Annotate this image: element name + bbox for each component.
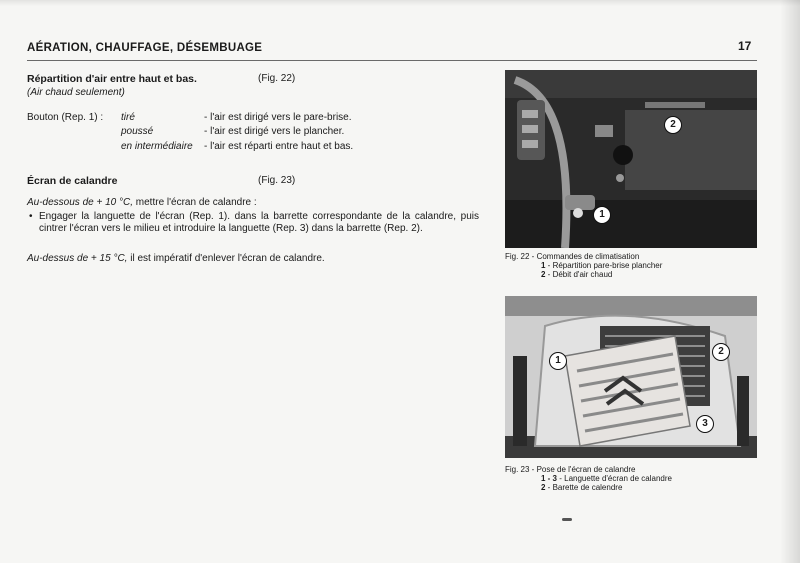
section1-fig-ref: (Fig. 22)	[258, 73, 296, 84]
section2-heading: Écran de calandre	[27, 175, 118, 187]
fig22-item-1-text: - Répartition pare-brise plancher	[545, 261, 663, 270]
button-label: Bouton (Rep. 1) :	[27, 112, 104, 123]
state-middle: en intermédiaire	[121, 141, 193, 152]
fig23-caption-item-2	[541, 483, 622, 493]
section1-heading: Répartition d'air entre haut et bas.	[27, 73, 197, 85]
above-15-prefix: Au-dessus de + 15 °C,	[27, 253, 128, 264]
fig22-marker-2: 2	[664, 116, 682, 134]
fig22-item-2-num: 2	[541, 270, 546, 279]
state-pushed: poussé	[121, 126, 154, 137]
state-pushed-desc: - l'air est dirigé vers le plancher.	[204, 126, 345, 137]
above-15-line	[27, 253, 325, 265]
below-10-rest: mettre l'écran de calandre :	[133, 197, 257, 208]
fig23-item-2-num: 2	[541, 483, 546, 492]
fig23-photo	[505, 296, 757, 458]
below-10-line	[27, 197, 257, 209]
fig23-item-2-text: - Barette de calendre	[545, 483, 623, 492]
fig23-marker-3: 3	[696, 415, 714, 433]
bullet-text: Engager la languette de l'écran (Rep. 1). dans la barrette correspondante de la calandre, puis cintrer l'écran vers le milieu et introduire la languette (Rep. 3) dans la barrette (Rep. 2).	[39, 211, 479, 234]
fig23-item-1-text: - Languette d'écran de calandre	[557, 474, 672, 483]
fig22-item-1-num: 1	[541, 261, 546, 270]
page-gutter-shadow	[780, 0, 800, 563]
fig22-photo	[505, 70, 757, 248]
bullet-dot: •	[29, 211, 33, 222]
fig22-item-2-text: - Débit d'air chaud	[545, 270, 613, 279]
fig23-marker-1: 1	[549, 352, 567, 370]
print-mark	[562, 518, 572, 521]
section2-fig-ref: (Fig. 23)	[258, 175, 296, 186]
fig23-marker-2: 2	[712, 343, 730, 361]
state-pulled: tiré	[121, 112, 135, 123]
section1-subnote: (Air chaud seulement)	[27, 87, 125, 98]
below-10-prefix: Au-dessous de + 10 °C,	[27, 197, 134, 208]
header-rule	[27, 60, 757, 61]
fig22-caption-item-2	[541, 270, 612, 280]
fig22-marker-1: 1	[593, 206, 611, 224]
section-header-title: AÉRATION, CHAUFFAGE, DÉSEMBUAGE	[27, 42, 263, 54]
above-15-rest: il est impératif d'enlever l'écran de calandre.	[127, 253, 325, 264]
fig23-item-1-num: 1 - 3	[541, 474, 558, 483]
page-number: 17	[738, 39, 752, 53]
state-pulled-desc: - l'air est dirigé vers le pare-brise.	[204, 112, 352, 123]
fig22-caption-title: Fig. 22 - Commandes de climatisation	[505, 252, 640, 261]
state-middle-desc: - l'air est réparti entre haut et bas.	[204, 141, 354, 152]
bullet-instruction	[29, 211, 479, 235]
fig23-caption-title: Fig. 23 - Pose de l'écran de calandre	[505, 465, 636, 474]
page-top-edge	[0, 0, 800, 6]
